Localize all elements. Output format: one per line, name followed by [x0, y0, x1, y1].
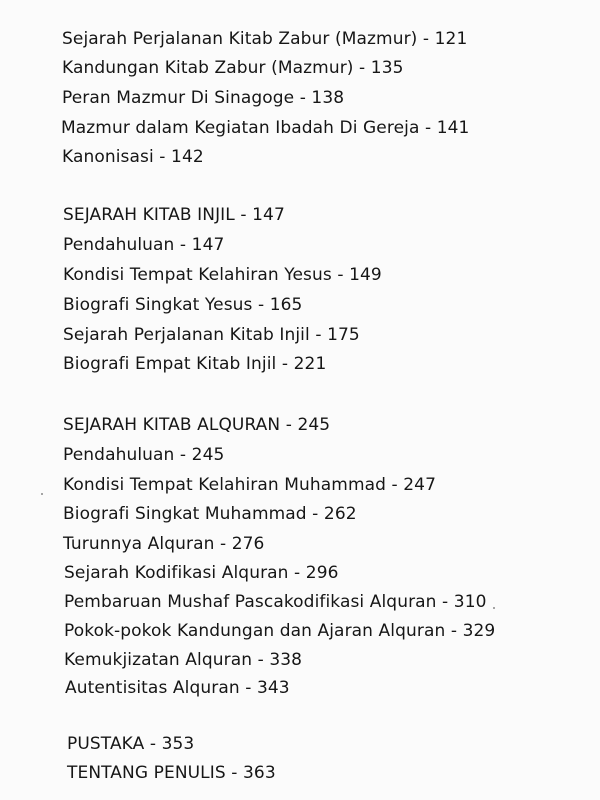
scan-speck: [493, 607, 495, 609]
toc-entry: Kemukjizatan Alquran - 338: [64, 650, 303, 670]
toc-entry: Pembaruan Mushaf Pascakodifikasi Alquran - 310: [64, 592, 487, 612]
toc-entry: Turunnya Alquran - 276: [63, 534, 265, 554]
toc-entry: Kandungan Kitab Zabur (Mazmur) - 135: [62, 58, 404, 78]
toc-entry: Kanonisasi - 142: [62, 147, 204, 167]
toc-entry: Sejarah Kodifikasi Alquran - 296: [64, 563, 339, 583]
toc-entry: Sejarah Perjalanan Kitab Zabur (Mazmur) - 121: [62, 29, 468, 49]
toc-entry: TENTANG PENULIS - 363: [67, 763, 276, 783]
toc-entry: Biografi Singkat Yesus - 165: [63, 295, 303, 315]
toc-entry: Pendahuluan - 147: [63, 235, 225, 255]
toc-entry: Kondisi Tempat Kelahiran Muhammad - 247: [63, 475, 437, 495]
scan-speck: [41, 493, 43, 495]
toc-entry: Kondisi Tempat Kelahiran Yesus - 149: [63, 265, 382, 285]
toc-entry: Autentisitas Alquran - 343: [65, 678, 290, 698]
toc-entry: Mazmur dalam Kegiatan Ibadah Di Gereja - 141: [61, 118, 470, 138]
toc-entry: PUSTAKA - 353: [67, 734, 195, 754]
section-heading: SEJARAH KITAB ALQURAN - 245: [63, 415, 331, 435]
section-heading: SEJARAH KITAB INJIL - 147: [63, 205, 285, 225]
toc-entry: Biografi Empat Kitab Injil - 221: [63, 354, 327, 374]
toc-entry: Sejarah Perjalanan Kitab Injil - 175: [63, 325, 360, 345]
toc-entry: Pokok-pokok Kandungan dan Ajaran Alquran - 329: [64, 621, 496, 641]
toc-entry: Peran Mazmur Di Sinagoge - 138: [62, 88, 345, 108]
toc-entry: Pendahuluan - 245: [63, 445, 225, 465]
toc-entry: Biografi Singkat Muhammad - 262: [63, 504, 357, 524]
